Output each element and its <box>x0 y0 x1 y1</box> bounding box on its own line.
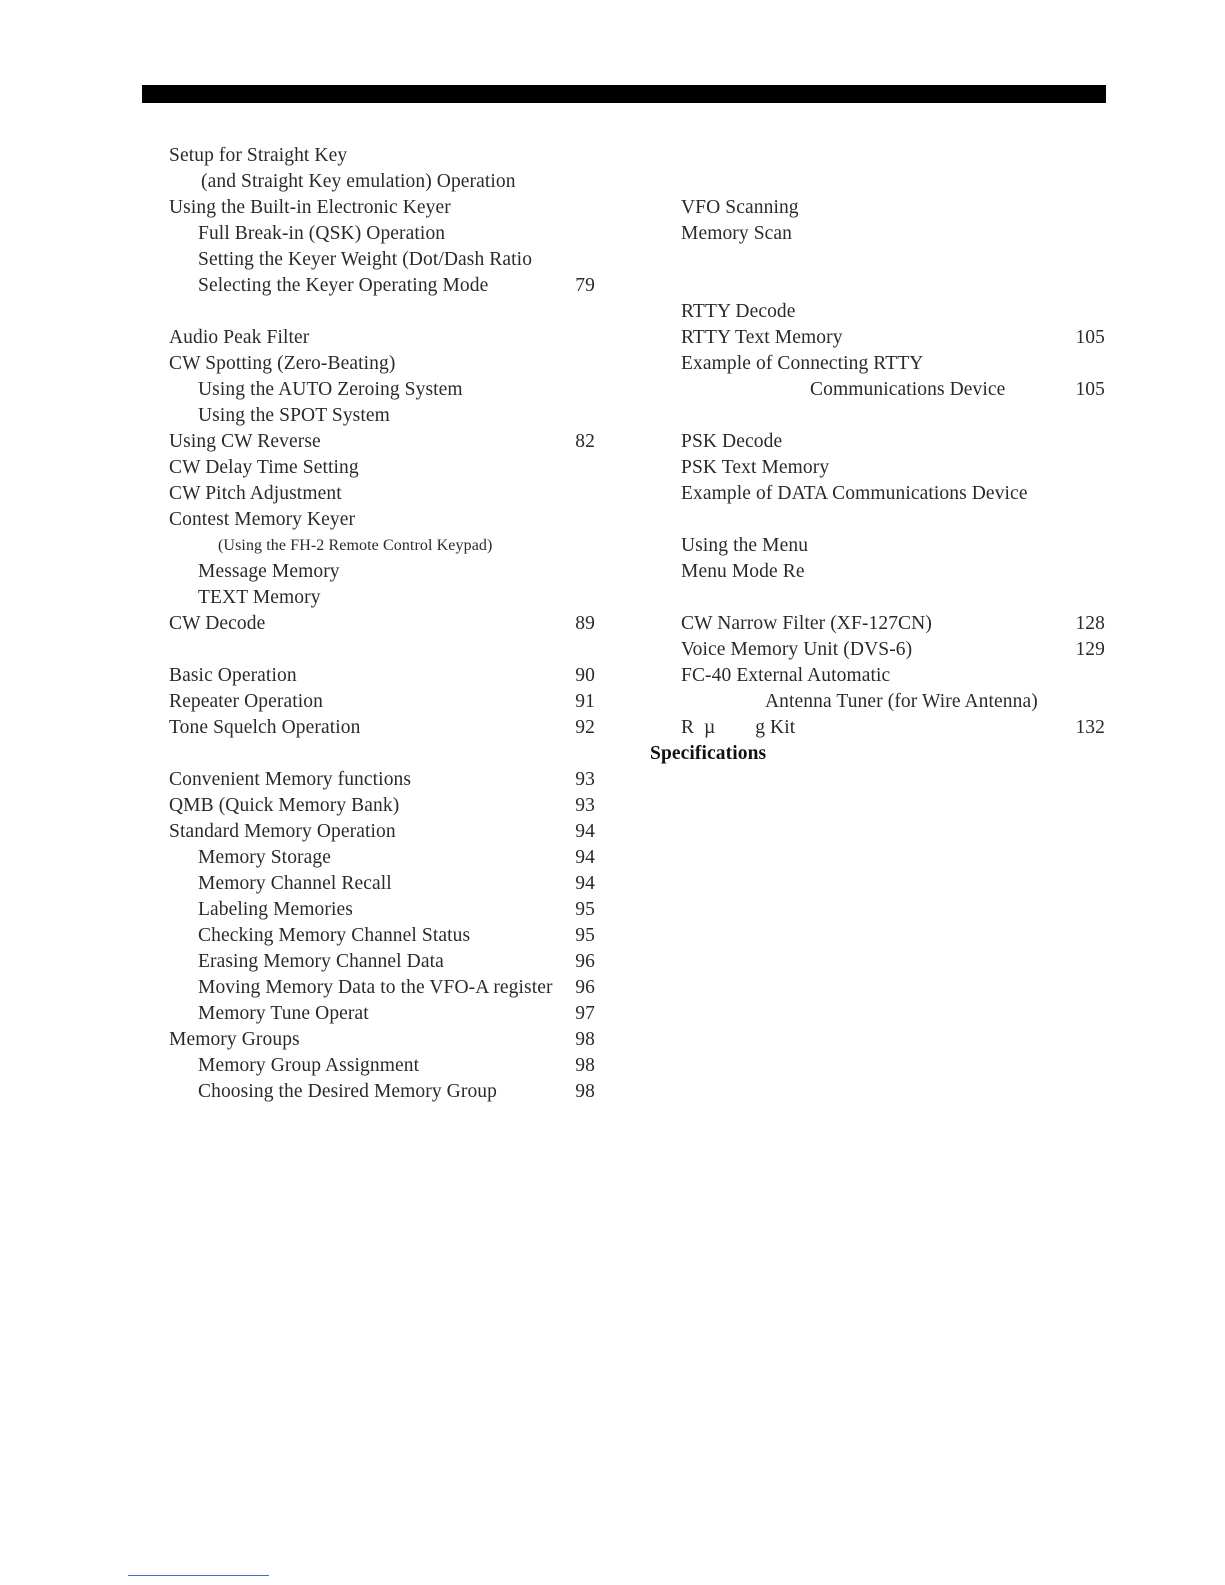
toc-entry-title: CW Decode <box>169 613 266 634</box>
toc-entry <box>169 325 309 351</box>
toc-page-number: 96 <box>575 977 595 998</box>
toc-entry <box>198 247 532 273</box>
toc-entry-title: Full Break-in (QSK) Operation <box>198 223 446 244</box>
toc-entry <box>218 533 492 559</box>
toc-entry <box>198 221 445 247</box>
toc-entry <box>198 1001 595 1027</box>
toc-entry-title: RTTY Decode <box>681 301 796 322</box>
toc-page-number: 94 <box>575 821 595 842</box>
toc-entry <box>198 949 595 975</box>
toc-page-number: 89 <box>575 613 595 634</box>
toc-entry-title: Repeater Operation <box>169 691 323 712</box>
toc-page-number: 132 <box>1075 717 1105 738</box>
toc-entry-title: CW Pitch Adjustment <box>169 483 342 504</box>
toc-entry <box>765 689 1038 715</box>
toc-entry-title: Labeling Memories <box>198 899 353 920</box>
toc-entry <box>681 325 1105 351</box>
toc-entry <box>169 663 595 689</box>
toc-page-number: 129 <box>1075 639 1105 660</box>
toc-page-number: 93 <box>575 795 595 816</box>
toc-section-heading <box>650 741 766 767</box>
toc-entry-title: Memory Groups <box>169 1029 300 1050</box>
toc-entry <box>198 377 463 403</box>
toc-page-number: 98 <box>575 1081 595 1102</box>
toc-page-number: 82 <box>575 431 595 452</box>
toc-entry <box>681 351 923 377</box>
toc-entry-title: Erasing Memory Channel Data <box>198 951 444 972</box>
toc-page-number: 105 <box>1075 327 1105 348</box>
toc-entry-title: Message Memory <box>198 561 340 582</box>
toc-entry <box>198 1079 595 1105</box>
toc-entry <box>169 195 451 221</box>
toc-entry <box>681 481 1028 507</box>
toc-entry-title: Memory Tune Operat <box>198 1003 369 1024</box>
toc-entry-title: Using the SPOT System <box>198 405 390 426</box>
toc-entry-title: VFO Scanning <box>681 197 799 218</box>
toc-entry-title: Checking Memory Channel Status <box>198 925 471 946</box>
toc-entry-title: Menu Mode Re <box>681 561 805 582</box>
toc-entry-title: Using the AUTO Zeroing System <box>198 379 463 400</box>
toc-entry <box>169 143 347 169</box>
toc-entry-title: Communications Device <box>810 379 1006 400</box>
toc-entry <box>169 507 355 533</box>
toc-entry <box>681 715 1105 741</box>
toc-page-number: 105 <box>1075 379 1105 400</box>
toc-page-number: 79 <box>575 275 595 296</box>
toc-entry-title: Example of Connecting RTTY <box>681 353 924 374</box>
toc-entry-title: Voice Memory Unit (DVS-6) <box>681 639 913 660</box>
toc-entry <box>169 767 595 793</box>
toc-entry-title: Contest Memory Keyer <box>169 509 356 530</box>
toc-entry <box>169 1027 595 1053</box>
toc-entry <box>810 377 1105 403</box>
toc-entry <box>681 221 792 247</box>
toc-entry-title: FC-40 External Automatic <box>681 665 891 686</box>
toc-entry <box>169 715 595 741</box>
toc-entry <box>169 793 595 819</box>
toc-entry <box>681 637 1105 663</box>
toc-entry-title: Memory Scan <box>681 223 793 244</box>
toc-entry-title: CW Spotting (Zero-Beating) <box>169 353 396 374</box>
toc-entry <box>198 845 595 871</box>
toc-entry <box>681 611 1105 637</box>
toc-entry <box>681 195 799 221</box>
toc-entry-title: Convenient Memory functions <box>169 769 412 790</box>
toc-entry <box>198 923 595 949</box>
toc-entry <box>681 533 808 559</box>
toc-page-number: 95 <box>575 899 595 920</box>
toc-entry <box>169 455 359 481</box>
toc-entry <box>198 975 595 1001</box>
toc-entry-title: Using the Menu <box>681 535 809 556</box>
toc-entry-title: CW Delay Time Setting <box>169 457 359 478</box>
toc-page-number: 94 <box>575 873 595 894</box>
toc-page-number: 98 <box>575 1029 595 1050</box>
toc-page-number: 92 <box>575 717 595 738</box>
toc-page-number: 91 <box>575 691 595 712</box>
toc-entry-title: PSK Decode <box>681 431 783 452</box>
toc-entry <box>198 559 340 585</box>
toc-entry <box>198 273 595 299</box>
toc-page-number: 96 <box>575 951 595 972</box>
toc-entry <box>169 689 595 715</box>
footer-link-underline <box>128 1575 269 1576</box>
toc-entry <box>169 429 595 455</box>
toc-entry-title: (Using the FH-2 Remote Control Keypad) <box>218 537 493 554</box>
toc-entry-title: Antenna Tuner (for Wire Antenna) <box>765 691 1038 712</box>
toc-entry <box>681 455 829 481</box>
toc-entry <box>198 585 321 611</box>
toc-entry <box>681 299 796 325</box>
toc-entry-title: Using the Built-in Electronic Keyer <box>169 197 451 218</box>
toc-entry-title: RTTY Text Memory <box>681 327 843 348</box>
toc-entry-title: Selecting the Keyer Operating Mode <box>198 275 489 296</box>
toc-entry-title: Memory Channel Recall <box>198 873 392 894</box>
toc-page-number: 90 <box>575 665 595 686</box>
toc-entry-title: QMB (Quick Memory Bank) <box>169 795 400 816</box>
toc-entry <box>681 559 805 585</box>
toc-entry <box>169 481 342 507</box>
toc-entry <box>201 169 516 195</box>
toc-entry <box>198 1053 595 1079</box>
toc-entry <box>681 663 890 689</box>
toc-page-number: 98 <box>575 1055 595 1076</box>
toc-page-number: 128 <box>1075 613 1105 634</box>
toc-entry <box>169 819 595 845</box>
toc-page-number: 97 <box>575 1003 595 1024</box>
toc-page-number: 95 <box>575 925 595 946</box>
toc-entry-title: Using CW Reverse <box>169 431 321 452</box>
toc-entry <box>198 871 595 897</box>
toc-page-number: 94 <box>575 847 595 868</box>
toc-entry-title: Choosing the Desired Memory Group <box>198 1081 498 1102</box>
toc-entry-title: Standard Memory Operation <box>169 821 396 842</box>
toc-entry-title: Audio Peak Filter <box>169 327 310 348</box>
toc-entry-title: CW Narrow Filter (XF-127CN) <box>681 613 932 634</box>
toc-entry <box>169 611 595 637</box>
toc-entry-title: Tone Squelch Operation <box>169 717 361 738</box>
header-bar <box>142 85 1106 103</box>
toc-entry-title: Memory Storage <box>198 847 331 868</box>
toc-entry <box>681 429 782 455</box>
toc-entry <box>198 897 595 923</box>
toc-entry-title: Memory Group Assignment <box>198 1055 420 1076</box>
toc-entry <box>169 351 395 377</box>
toc-entry-title: Setting the Keyer Weight (Dot/Dash Ratio <box>198 249 533 270</box>
toc-entry-title: TEXT Memory <box>198 587 321 608</box>
toc-entry <box>198 403 390 429</box>
toc-entry-title: Example of DATA Communications Device <box>681 483 1028 504</box>
toc-entry-title: (and Straight Key emulation) Operation <box>201 171 516 192</box>
toc-page-number: 93 <box>575 769 595 790</box>
toc-entry-title: Basic Operation <box>169 665 297 686</box>
toc-entry-title: R µ g Kit <box>681 717 796 738</box>
toc-entry-title: Setup for Straight Key <box>169 145 348 166</box>
toc-entry-title: Moving Memory Data to the VFO-A register <box>198 977 553 998</box>
toc-entry-title: Specifications <box>650 743 767 764</box>
toc-entry-title: PSK Text Memory <box>681 457 830 478</box>
